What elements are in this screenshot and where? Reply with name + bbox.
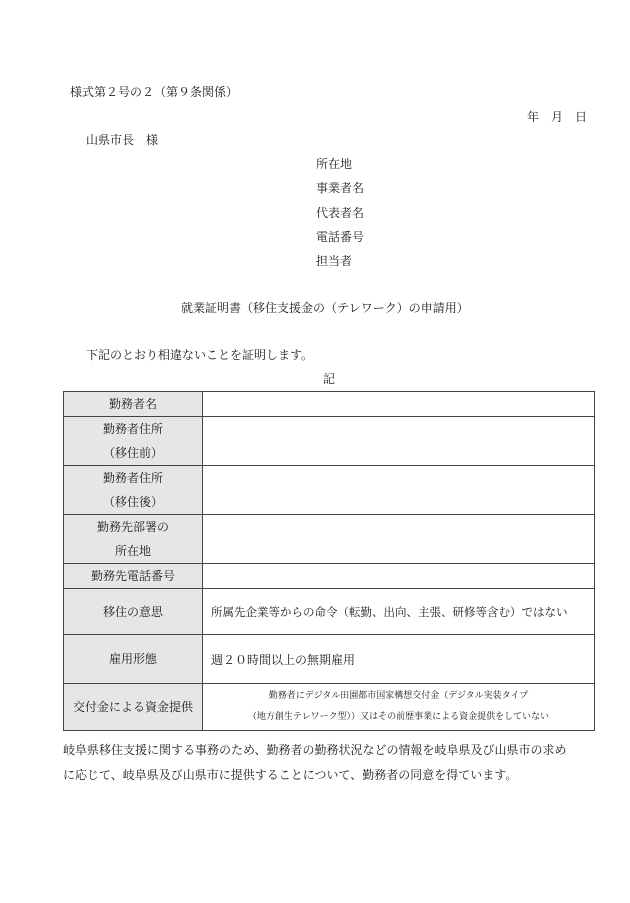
table-row xyxy=(64,635,595,684)
funding-value xyxy=(203,684,595,731)
funding-value-line2: （地方創生テレワーク型））又はその前歴事業による資金提供をしていない xyxy=(247,712,550,722)
address-before-label-line1: 勤務者住所 xyxy=(102,422,163,436)
document-title: 就業証明書（移住支援金の（テレワーク）の申請用） xyxy=(181,301,469,315)
applicant-field-company: 事業者名 xyxy=(316,181,365,195)
table-row xyxy=(64,564,595,589)
funding-value-line1: 勤務者にデジタル田園都市国家構想交付金（デジタル実装タイプ xyxy=(268,691,529,701)
addressee: 山県市長 様 xyxy=(86,133,159,147)
table-row xyxy=(64,589,595,635)
office-phone-label: 勤務先電話番号 xyxy=(64,564,203,589)
intro-text: 下記のとおり相違ないことを証明します。 xyxy=(86,348,314,362)
employment-type-label: 雇用形態 xyxy=(64,635,203,684)
consent-line2: に応じて、岐阜県及び山県市に提供することについて、勤務者の同意を得ています。 xyxy=(63,768,518,782)
table-row xyxy=(64,466,595,515)
table-row xyxy=(64,684,595,731)
certificate-table xyxy=(63,391,595,731)
table-row xyxy=(64,515,595,564)
department-location-field[interactable] xyxy=(203,515,595,564)
department-location-label-line1: 勤務先部署の xyxy=(96,520,169,534)
worker-name-field[interactable] xyxy=(203,392,595,417)
table-row xyxy=(64,417,595,466)
consent-line1: 岐阜県移住支援に関する事務のため、勤務者の勤務状況などの情報を岐阜県及び山県市の求め xyxy=(63,743,567,757)
applicant-field-representative: 代表者名 xyxy=(316,206,365,220)
applicant-field-contact: 担当者 xyxy=(316,254,353,268)
address-before-field[interactable] xyxy=(203,417,595,466)
date-line: 年 月 日 xyxy=(526,110,587,124)
applicant-field-phone: 電話番号 xyxy=(316,230,365,244)
worker-name-label: 勤務者名 xyxy=(64,392,203,417)
funding-label: 交付金による資金提供 xyxy=(64,684,203,731)
address-after-label-line1: 勤務者住所 xyxy=(102,471,163,485)
address-before-label xyxy=(64,417,203,466)
address-after-field[interactable] xyxy=(203,466,595,515)
applicant-field-address: 所在地 xyxy=(316,157,353,171)
address-before-label-line2: （移住前） xyxy=(102,446,163,460)
department-location-label xyxy=(64,515,203,564)
address-after-label-line2: （移住後） xyxy=(102,495,163,509)
relocation-intent-label: 移住の意思 xyxy=(64,589,203,635)
office-phone-field[interactable] xyxy=(203,564,595,589)
form-number: 様式第２号の２（第９条関係） xyxy=(70,85,239,99)
section-mark: 記 xyxy=(323,372,336,386)
address-after-label xyxy=(64,466,203,515)
employment-type-value: 週２０時間以上の無期雇用 xyxy=(203,635,595,684)
department-location-label-line2: 所在地 xyxy=(114,544,151,558)
table-row xyxy=(64,392,595,417)
relocation-intent-value: 所属先企業等からの命令（転勤、出向、主張、研修等含む）ではない xyxy=(203,589,595,635)
